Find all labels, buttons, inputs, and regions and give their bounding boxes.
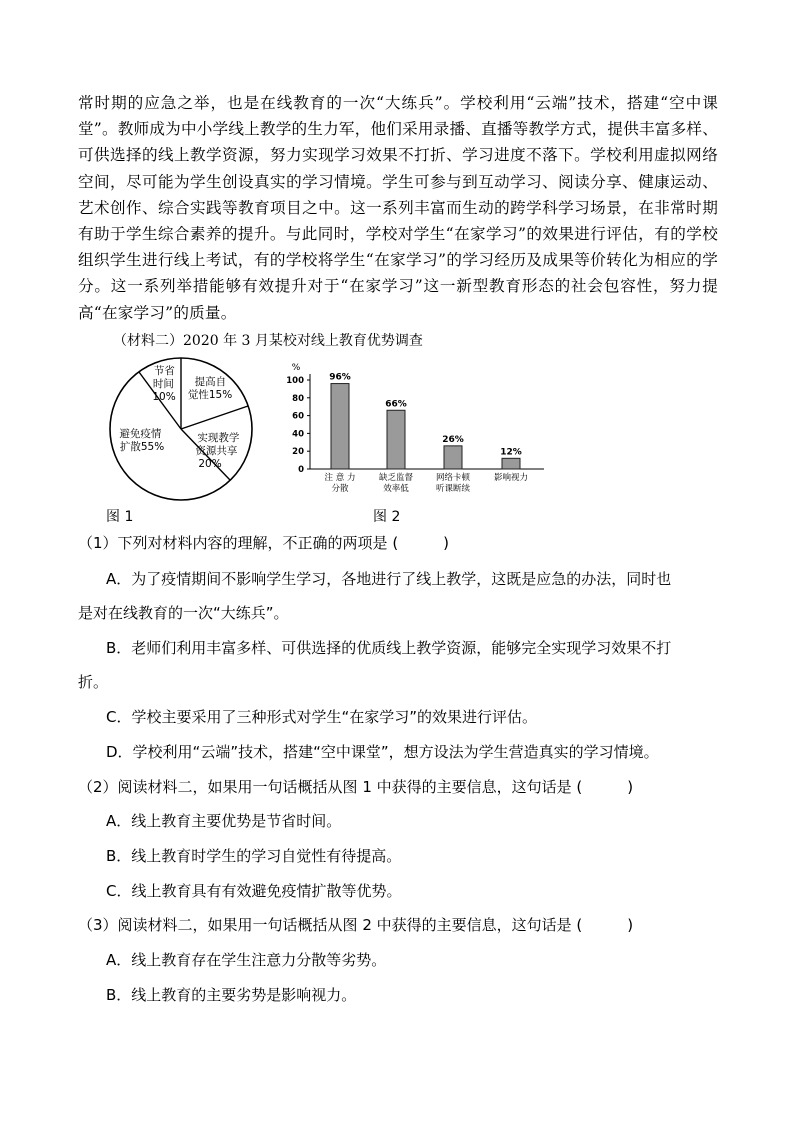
question-2-stem: （2）阅读材料二，如果用一句话概括从图 1 中获得的主要信息，这句话是 ( ) — [78, 778, 634, 796]
pie-label-resource: 实现教学 资源共享 20% — [195, 432, 240, 470]
bar-chart — [282, 362, 552, 502]
question-1-option-b: B．老师们利用丰富多样、可供选择的优质线上教学资源，能够完全实现学习效果不打 — [106, 639, 672, 657]
question-2-option-b: B．线上教育时学生的学习自觉性有待提高。 — [106, 847, 402, 865]
question-1-option-a-cont: 是对在线教育的一次“大练兵”。 — [78, 604, 289, 622]
bar-3 — [502, 458, 520, 469]
bar-1 — [387, 410, 405, 469]
question-1-stem: （1）下列对材料内容的理解，不正确的两项是 ( ) — [78, 534, 450, 552]
pie-divider-3 — [181, 406, 248, 429]
figure2-label: 图 2 — [373, 509, 401, 525]
category-label-2-0: 网络卡顿 — [435, 473, 471, 483]
pie-label-selfdiscipline: 提高自 觉性15% — [187, 376, 233, 401]
figure1-label: 图 1 — [106, 509, 134, 525]
y-tick-label-80: 80 — [292, 393, 304, 404]
question-1-option-c: C．学校主要采用了三种形式对学生“在家学习”的效果进行评估。 — [106, 708, 538, 726]
question-2-option-c: C．线上教育具有有效避免疫情扩散等优势。 — [106, 882, 402, 900]
bar-0 — [331, 384, 349, 469]
bar-value-label-2: 26% — [442, 434, 464, 445]
question-3-option-b: B．线上教育的主要劣势是影响视力。 — [106, 986, 357, 1004]
y-tick-label-100: 100 — [286, 376, 304, 386]
pie-label-time: 节省 时间 10% — [152, 365, 176, 403]
passage-text: 常时期的应急之举，也是在线教育的一次“大练兵”。学校利用“云端”技术，搭建“空中课堂”。教师成为中小学线上教学的生力军，他们采用录播、直播等教学方式，提供丰富多样、可供选择的线上教学资源，努力实现学习效果不打折、学习进度不落下。学校利用虚拟网络空间，尽可能为学生创设真实的学习情境。学生可参与到互动学习、阅读分享、健康运动、艺术创作、综合实践等教育项目之中。这一系列丰富而生动的跨学科学习场景，在非常时期有助于学生综合素养的提升。与此同时，学校对学生“在家学习”的效果进行评估，有的学校组织学生进行线上考试，有的学校将学生“在家学习”的学习经历及成果等价转化为相应的学分。这一系列举措能够有效提升对于“在家学习”这一新型教育形态的社会包容性，努力提高“在家学习”的质量。 — [78, 94, 718, 322]
question-1-option-a: A．为了疫情期间不影响学生学习，各地进行了线上教学，这既是应急的办法，同时也 — [106, 570, 672, 588]
category-label-0-1: 分散 — [331, 484, 349, 494]
question-3-option-a: A．线上教育存在学生注意力分散等劣势。 — [106, 951, 387, 969]
bar-value-label-0: 96% — [329, 372, 351, 383]
y-tick-label-60: 60 — [292, 411, 304, 422]
question-3-stem: （3）阅读材料二，如果用一句话概括从图 2 中获得的主要信息，这句话是 ( ) — [78, 916, 634, 934]
question-1-option-d: D．学校利用“云端”技术，搭建“空中课堂”，想方设法为学生营造真实的学习情境。 — [106, 743, 659, 761]
y-axis-label: % — [291, 363, 301, 373]
y-tick-label-40: 40 — [292, 429, 304, 440]
bar-value-label-1: 66% — [385, 399, 407, 410]
category-label-0-0: 注 意 力 — [324, 473, 356, 483]
bar-2 — [444, 446, 462, 469]
y-tick-label-0: 0 — [298, 465, 304, 475]
y-tick-label-20: 20 — [292, 447, 304, 458]
pie-chart — [106, 354, 256, 504]
material-caption: （材料二）2020 年 3 月某校对线上教育优势调查 — [113, 333, 423, 349]
category-label-1-0: 缺乏监督 — [378, 473, 414, 483]
question-1-option-b-cont: 折。 — [78, 673, 109, 691]
category-label-1-1: 效率低 — [383, 484, 409, 494]
pie-label-epidemic: 避免疫情 扩散55% — [119, 428, 165, 453]
category-label-3-0: 影响视力 — [493, 473, 529, 483]
question-2-option-a: A．线上教育主要优势是节省时间。 — [106, 812, 342, 830]
bar-value-label-3: 12% — [500, 447, 522, 458]
category-label-2-1: 听课断续 — [435, 484, 471, 494]
